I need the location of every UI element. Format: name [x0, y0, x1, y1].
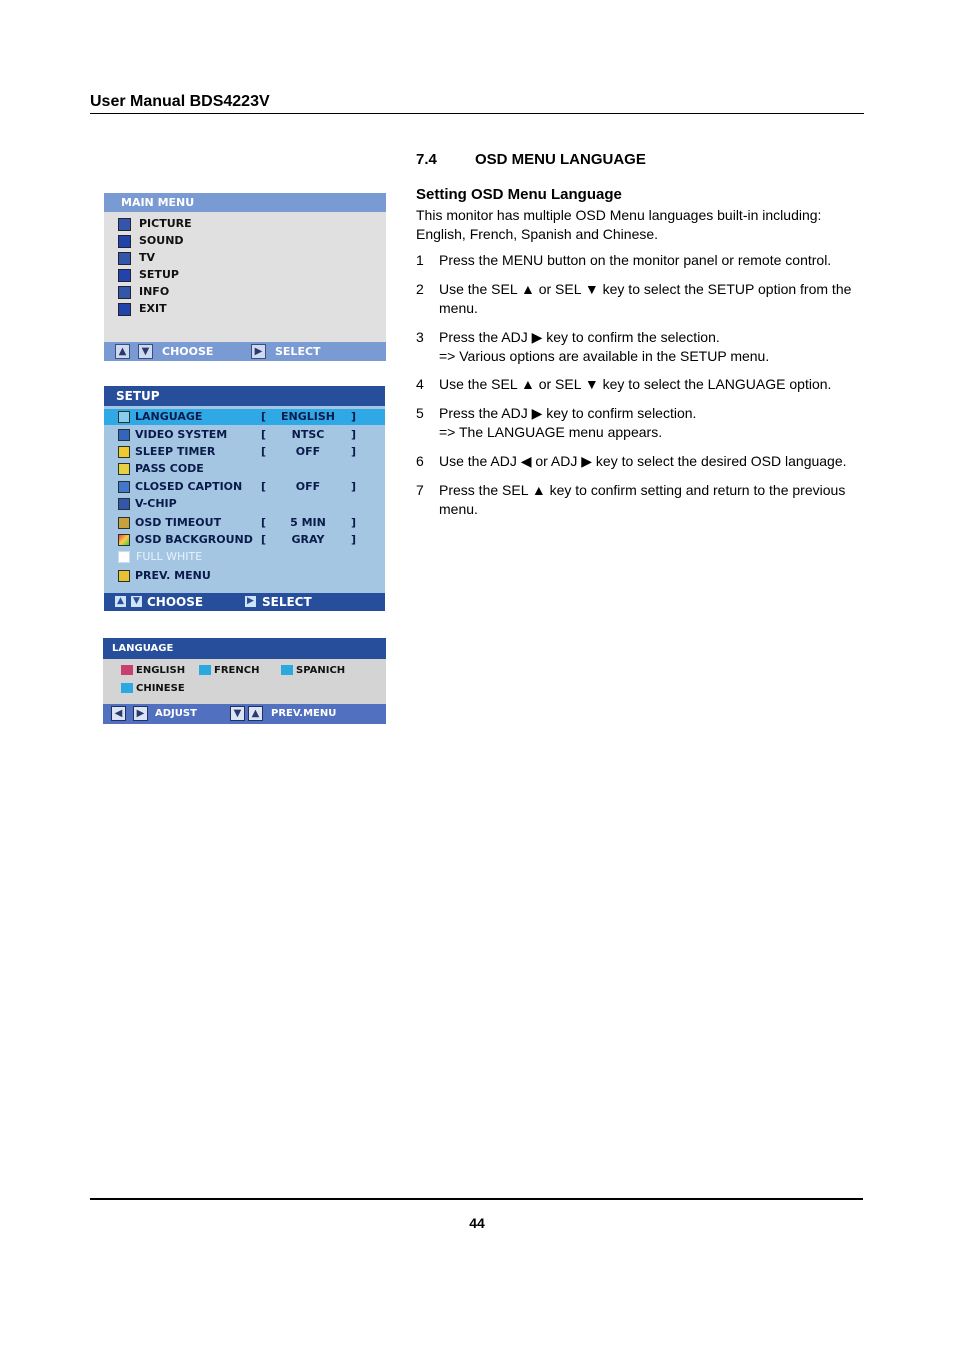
- arrow-right-icon: ▶: [251, 344, 266, 359]
- setup-row-v-chip: V-CHIP: [118, 496, 380, 512]
- prev-menu-icon: [118, 570, 130, 582]
- arrow-up-icon: ▲: [248, 706, 263, 721]
- selected-swatch-icon: [121, 665, 133, 675]
- language-option-spanish: SPANICH: [281, 664, 345, 678]
- language-option-french: FRENCH: [199, 664, 259, 678]
- adjust-label: ADJUST: [155, 708, 197, 719]
- prev-menu-label: PREV.MENU: [271, 708, 337, 719]
- arrow-left-icon: ◀: [111, 706, 126, 721]
- setup-row-sleep-timer: SLEEP TIMER [ OFF ]: [118, 444, 380, 460]
- section-heading: 7.4 OSD MENU LANGUAGE: [416, 151, 646, 168]
- step-4: 4 Use the SEL ▲ or SEL ▼ key to select the LANGUAGE option.: [416, 376, 832, 392]
- page-number: 44: [469, 1215, 485, 1231]
- step-6: 6 Use the ADJ ◀ or ADJ ▶ key to select the desired OSD language.: [416, 453, 847, 469]
- arrow-down-icon: ▼: [138, 344, 153, 359]
- setup-row-pass-code: PASS CODE: [118, 461, 380, 477]
- arrow-right-icon: ▶: [133, 706, 148, 721]
- setup-row-prev-menu: PREV. MENU: [118, 568, 380, 584]
- choose-label: CHOOSE: [147, 595, 204, 609]
- footer-rule: [90, 1198, 863, 1200]
- header-rule: [90, 113, 864, 114]
- osd-background-icon: [118, 534, 130, 546]
- intro-paragraph: This monitor has multiple OSD Menu languages built-in including: English, French, Spanish and Chinese.: [416, 207, 822, 242]
- main-menu-title: MAIN MENU: [104, 193, 386, 212]
- step-5: 5 Press the ADJ ▶ key to confirm selection. => The LANGUAGE menu appears.: [416, 405, 697, 440]
- select-label: SELECT: [275, 345, 321, 358]
- setup-row-osd-background: OSD BACKGROUND [ GRAY ]: [118, 532, 380, 548]
- arrow-up-icon: ▲: [115, 596, 126, 607]
- exit-icon: [118, 303, 131, 316]
- closed-caption-icon: [118, 481, 130, 493]
- choose-label: CHOOSE: [162, 345, 214, 358]
- language-option-chinese: CHINESE: [121, 682, 185, 696]
- main-menu-item-exit: EXIT: [118, 301, 167, 317]
- setup-row-full-white: FULL WHITE: [118, 549, 380, 565]
- v-chip-icon: [118, 498, 130, 510]
- setup-menu-title: SETUP: [104, 386, 385, 406]
- main-menu-item-picture: PICTURE: [118, 216, 192, 232]
- arrow-up-icon: ▲: [115, 344, 130, 359]
- setup-row-osd-timeout: OSD TIMEOUT [ 5 MIN ]: [118, 515, 380, 531]
- manual-header: User Manual BDS4223V: [90, 93, 270, 110]
- picture-icon: [118, 218, 131, 231]
- video-system-icon: [118, 429, 130, 441]
- language-icon: [118, 411, 130, 423]
- step-3: 3 Press the ADJ ▶ key to confirm the selection. => Various options are available in the SETUP menu.: [416, 329, 770, 364]
- swatch-icon: [121, 683, 133, 693]
- osd-timeout-icon: [118, 517, 130, 529]
- setup-icon: [118, 269, 131, 282]
- language-option-english: ENGLISH: [121, 664, 185, 678]
- select-label: SELECT: [262, 595, 312, 609]
- main-menu-item-sound: SOUND: [118, 233, 184, 249]
- language-menu-title: LANGUAGE: [103, 638, 386, 659]
- language-menu-panel: [103, 638, 386, 724]
- info-icon: [118, 286, 131, 299]
- main-menu-panel: [104, 193, 386, 361]
- swatch-icon: [199, 665, 211, 675]
- step-2: 2 Use the SEL ▲ or SEL ▼ key to select the SETUP option from the menu.: [416, 281, 852, 316]
- subsection-heading: Setting OSD Menu Language: [416, 186, 622, 203]
- step-1: 1 Press the MENU button on the monitor panel or remote control.: [416, 252, 832, 268]
- language-menu-footer: [103, 704, 386, 724]
- arrow-right-icon: ▶: [245, 596, 256, 607]
- main-menu-item-setup: SETUP: [118, 267, 179, 283]
- arrow-down-icon: ▼: [131, 596, 142, 607]
- arrow-down-icon: ▼: [230, 706, 245, 721]
- setup-row-language: LANGUAGE [ ENGLISH ]: [104, 409, 385, 425]
- setup-row-closed-caption: CLOSED CAPTION [ OFF ]: [118, 479, 380, 495]
- sleep-timer-icon: [118, 446, 130, 458]
- setup-menu-panel: [104, 386, 385, 611]
- setup-row-video-system: VIDEO SYSTEM [ NTSC ]: [118, 427, 380, 443]
- tv-icon: [118, 252, 131, 265]
- main-menu-item-info: INFO: [118, 284, 169, 300]
- main-menu-footer: [104, 342, 386, 361]
- sound-icon: [118, 235, 131, 248]
- swatch-icon: [281, 665, 293, 675]
- step-7: 7 Press the SEL ▲ key to confirm setting and return to the previous menu.: [416, 482, 846, 517]
- pass-code-icon: [118, 463, 130, 475]
- full-white-icon: [118, 551, 130, 563]
- main-menu-item-tv: TV: [118, 250, 155, 266]
- setup-menu-footer: [104, 593, 385, 611]
